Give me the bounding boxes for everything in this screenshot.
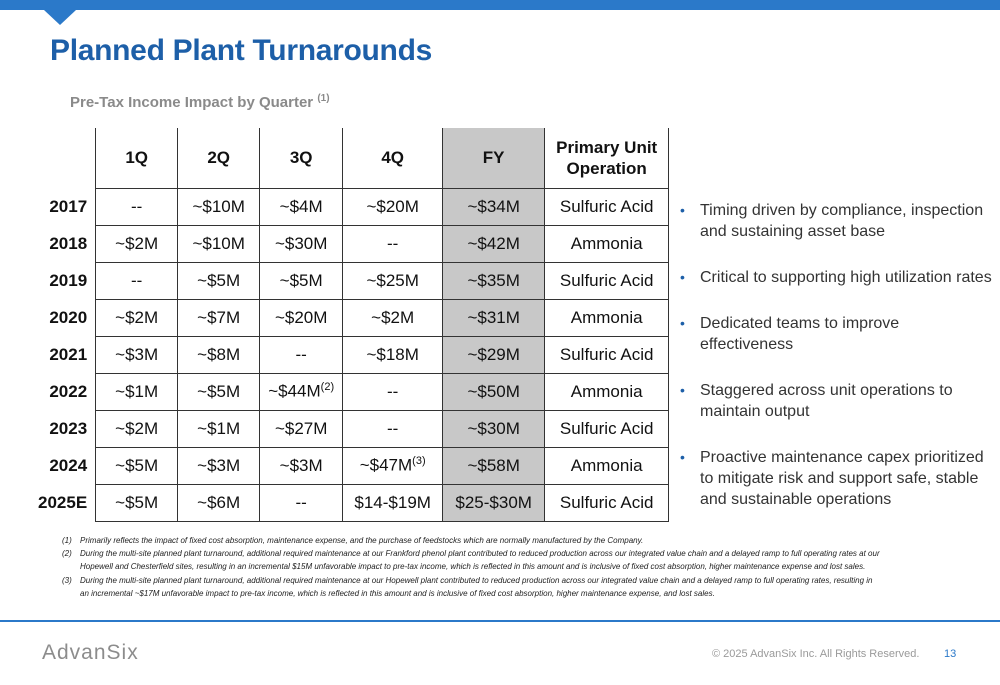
top-notch-marker: [44, 10, 76, 25]
header-op-line1: Primary Unit: [556, 137, 658, 157]
table-row: [38, 410, 669, 447]
cell-2q: ~$6M: [178, 484, 260, 521]
key-points-list: [680, 200, 995, 535]
cell-3q-value: ~$44M: [268, 381, 321, 401]
footnote-text: During the multi-site planned plant turnaround, additional required maintenance at our Hopewell plant contributed to reduced production across our integrated value chain and a delayed ramp to full operating rates, resulting in an incremental ~$17M unfavorable impact to pre-tax income, which is reflected in this amount and is inclusive of fixed cost absorption, higher maintenance expense, and lost sales.: [80, 575, 873, 598]
top-accent-bar: [0, 0, 1000, 10]
cell-2q: ~$5M: [178, 373, 260, 410]
list-item: [680, 200, 995, 242]
bullet-icon: •: [680, 382, 685, 398]
cell-fy: ~$35M: [443, 262, 545, 299]
footer-divider: [0, 620, 1000, 622]
header-fy: FY: [443, 128, 545, 188]
list-item: [680, 380, 995, 422]
footnote: [62, 574, 882, 600]
bullet-text: Proactive maintenance capex prioritized to mitigate risk and support safe, stable and sustainable operations: [700, 449, 984, 508]
cell-4q: ~$2M: [343, 299, 443, 336]
subtitle-text: Pre-Tax Income Impact by Quarter: [70, 94, 314, 111]
page-title: Planned Plant Turnarounds: [50, 34, 432, 67]
bullet-icon: •: [680, 449, 685, 465]
table-row: [38, 188, 669, 225]
cell-3q: ~$27M: [260, 410, 343, 447]
page-number: 13: [944, 648, 957, 660]
cell-2q: ~$8M: [178, 336, 260, 373]
cell-3q: ~$3M: [260, 447, 343, 484]
cell-fy: $25-$30M: [443, 484, 545, 521]
cell-unit-operation: Sulfuric Acid: [545, 262, 669, 299]
cell-3q: ~$4M: [260, 188, 343, 225]
bullet-text: Dedicated teams to improve effectiveness: [700, 315, 900, 353]
list-item: [680, 313, 995, 355]
cell-unit-operation: Sulfuric Acid: [545, 410, 669, 447]
bullet-text: Staggered across unit operations to maintain output: [700, 382, 953, 420]
cell-4q-value: ~$47M: [359, 455, 413, 475]
cell-unit-operation: Sulfuric Acid: [545, 336, 669, 373]
cell-unit-operation: Ammonia: [545, 225, 669, 262]
footnote: [62, 534, 882, 547]
cell-1q: ~$2M: [96, 225, 178, 262]
turnaround-table: [38, 128, 669, 522]
list-item: [680, 447, 995, 510]
cell-4q: --: [343, 373, 443, 410]
footnote-ref-2: (2): [320, 381, 335, 394]
footnotes: [62, 534, 882, 600]
cell-4q: ~$20M: [343, 188, 443, 225]
cell-unit-operation: Ammonia: [545, 447, 669, 484]
table-row: [38, 225, 669, 262]
cell-3q: ~$20M: [260, 299, 343, 336]
cell-fy: ~$34M: [443, 188, 545, 225]
row-year: 2024: [38, 447, 96, 484]
header-primary-unit-operation: [545, 128, 669, 188]
cell-4q: ~$25M: [343, 262, 443, 299]
cell-fy: ~$31M: [443, 299, 545, 336]
header-corner: [38, 128, 96, 188]
row-year: 2019: [38, 262, 96, 299]
cell-2q: ~$3M: [178, 447, 260, 484]
bullet-text: Critical to supporting high utilization rates: [700, 269, 992, 286]
list-item: [680, 267, 995, 288]
cell-unit-operation: Sulfuric Acid: [545, 484, 669, 521]
bullet-icon: •: [680, 202, 685, 218]
cell-unit-operation: Ammonia: [545, 299, 669, 336]
header-3q: 3Q: [260, 128, 343, 188]
table-row: [38, 336, 669, 373]
cell-fy: ~$42M: [443, 225, 545, 262]
cell-2q: ~$10M: [178, 225, 260, 262]
cell-4q: --: [343, 225, 443, 262]
cell-4q: ~$18M: [343, 336, 443, 373]
cell-fy: ~$58M: [443, 447, 545, 484]
cell-3q: --: [260, 336, 343, 373]
table-row: [38, 299, 669, 336]
cell-3q: --: [260, 484, 343, 521]
cell-1q: --: [96, 188, 178, 225]
cell-1q: ~$2M: [96, 410, 178, 447]
table-row: [38, 484, 669, 521]
footnote-number: (3): [62, 575, 72, 585]
table-subtitle: [70, 93, 330, 111]
cell-unit-operation: Sulfuric Acid: [545, 188, 669, 225]
footnote-text: Primarily reflects the impact of fixed cost absorption, maintenance expense, and the purchase of feedstocks which are normally manufactured by the Company.: [80, 536, 644, 545]
cell-2q: ~$5M: [178, 262, 260, 299]
cell-4q: $14-$19M: [343, 484, 443, 521]
cell-3q: [260, 373, 343, 410]
header-2q: 2Q: [178, 128, 260, 188]
table-row: [38, 262, 669, 299]
cell-1q: ~$5M: [96, 484, 178, 521]
footnote-ref-3: (3): [412, 455, 426, 468]
row-year: 2021: [38, 336, 96, 373]
table-row: [38, 373, 669, 410]
bullet-icon: •: [680, 315, 685, 331]
header-1q: 1Q: [96, 128, 178, 188]
cell-2q: ~$10M: [178, 188, 260, 225]
table-row: [38, 447, 669, 484]
row-year: 2022: [38, 373, 96, 410]
company-logo: AdvanSix: [42, 641, 139, 664]
bullet-icon: •: [680, 269, 685, 285]
bullet-text: Timing driven by compliance, inspection and sustaining asset base: [700, 202, 984, 240]
copyright-text: © 2025 AdvanSix Inc. All Rights Reserved.: [712, 648, 920, 660]
header-4q: 4Q: [343, 128, 443, 188]
cell-1q: --: [96, 262, 178, 299]
cell-2q: ~$1M: [178, 410, 260, 447]
row-year: 2018: [38, 225, 96, 262]
cell-unit-operation: Ammonia: [545, 373, 669, 410]
row-year: 2017: [38, 188, 96, 225]
cell-4q: [343, 447, 443, 484]
cell-1q: ~$2M: [96, 299, 178, 336]
footnote-number: (2): [62, 549, 72, 559]
cell-fy: ~$50M: [443, 373, 545, 410]
cell-fy: ~$29M: [443, 336, 545, 373]
footnote: [62, 547, 882, 573]
table-header-row: [38, 128, 669, 188]
subtitle-footnote-ref: (1): [317, 93, 330, 104]
header-op-line2: Operation: [566, 158, 647, 178]
cell-3q: ~$30M: [260, 225, 343, 262]
cell-2q: ~$7M: [178, 299, 260, 336]
footnote-text: During the multi-site planned plant turnaround, additional required maintenance at our Frankford phenol plant contributed to reduced production across our integrated value chain and a delayed ramp to full operating rates at our Hopewell and Chesterfield sites, resulting in an incremental $15M unfavorable impact to pre-tax income, which is reflected in this amount and is inclusive of fixed cost absorption, higher maintenance expense and lost sales.: [80, 549, 880, 572]
cell-fy: ~$30M: [443, 410, 545, 447]
row-year: 2023: [38, 410, 96, 447]
cell-4q: --: [343, 410, 443, 447]
cell-1q: ~$3M: [96, 336, 178, 373]
row-year: 2025E: [38, 484, 96, 521]
footnote-number: (1): [62, 536, 72, 545]
cell-3q: ~$5M: [260, 262, 343, 299]
row-year: 2020: [38, 299, 96, 336]
cell-1q: ~$5M: [96, 447, 178, 484]
cell-1q: ~$1M: [96, 373, 178, 410]
